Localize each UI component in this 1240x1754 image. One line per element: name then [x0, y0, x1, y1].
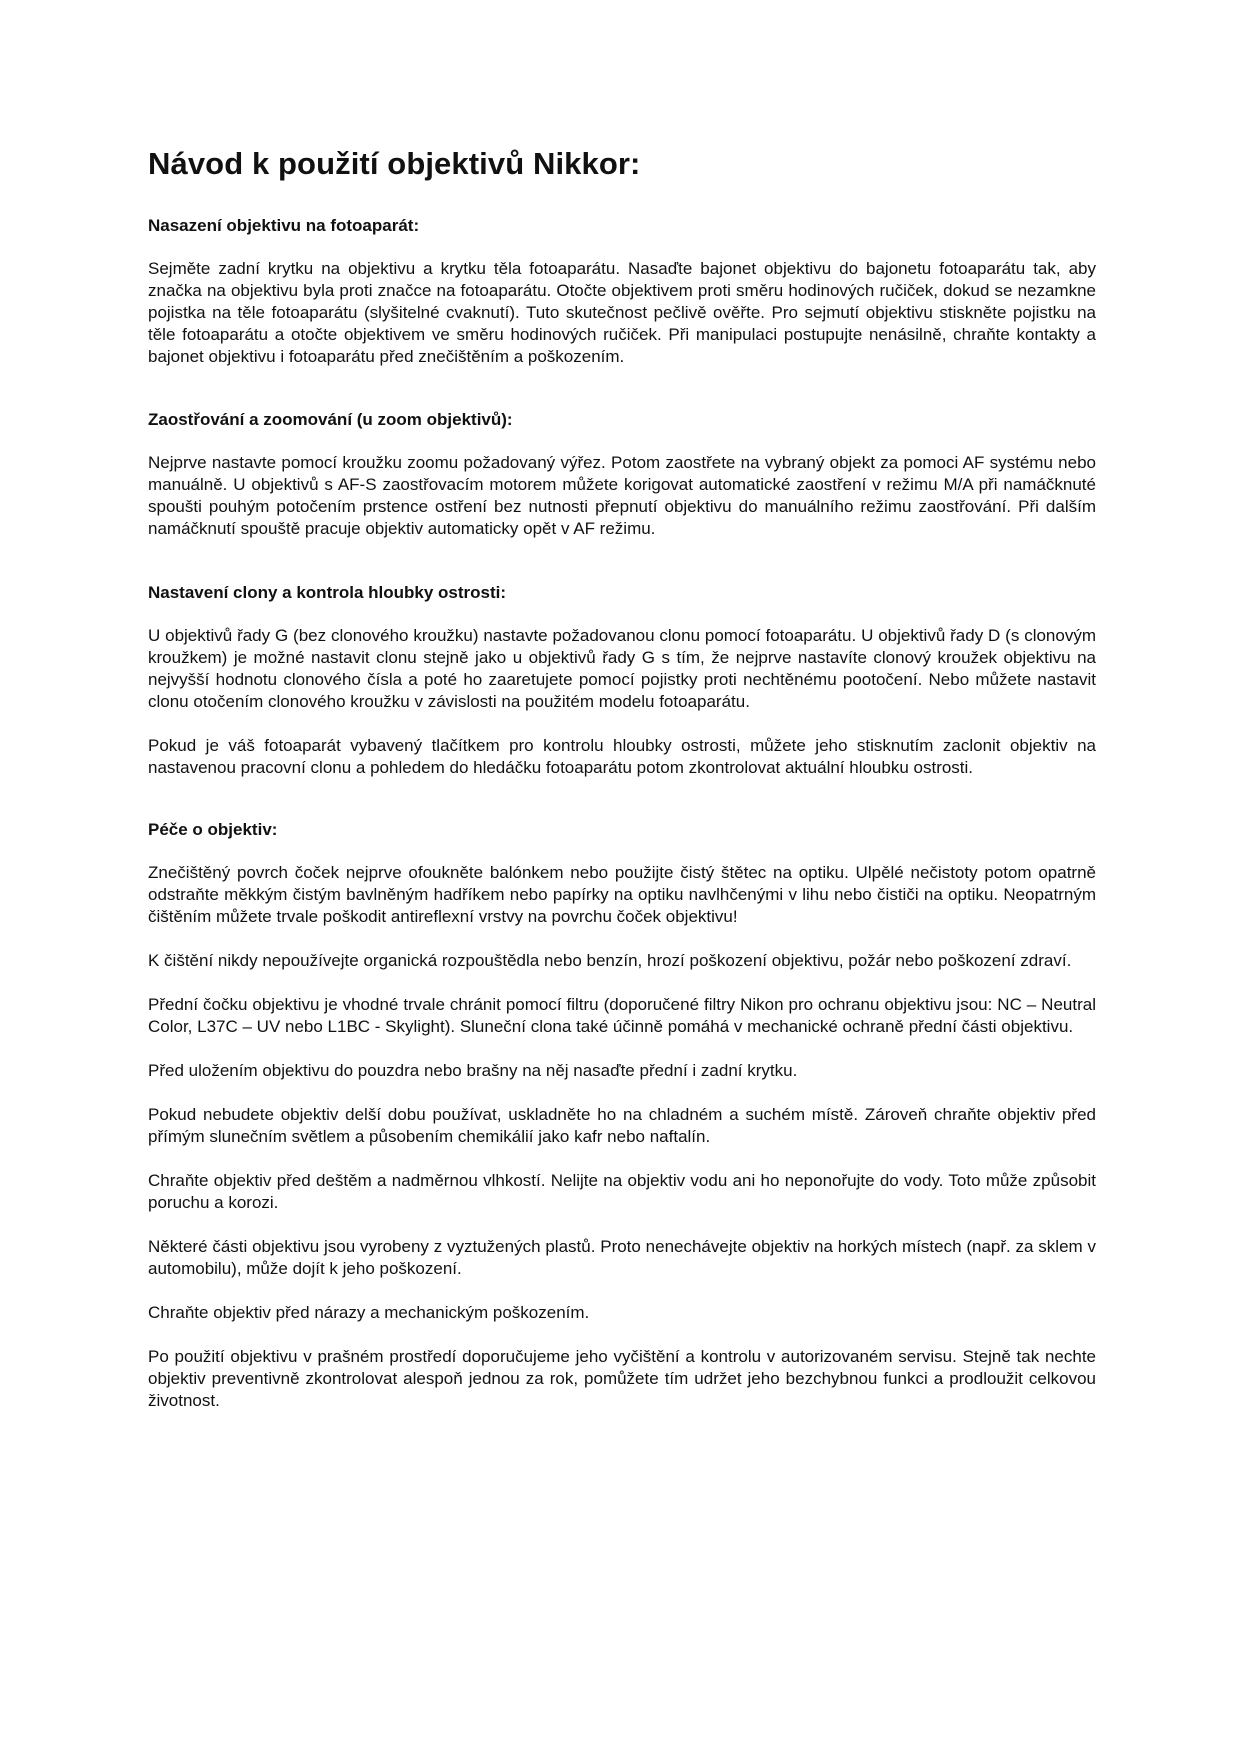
paragraph: Pokud nebudete objektiv delší dobu používat, uskladněte ho na chladném a suchém místě. Zároveň chraňte objektiv před přímým slunečním světlem a působením chemikálií jako kafr nebo naftalín.	[148, 1105, 1096, 1146]
section-focusing-zooming	[148, 409, 1096, 540]
paragraph: Chraňte objektiv před deštěm a nadměrnou vlhkostí. Nelijte na objektiv vodu ani ho neponořujte do vody. Toto může způsobit poruchu a korozi.	[148, 1171, 1096, 1212]
paragraph: Pokud je váš fotoaparát vybavený tlačítkem pro kontrolu hloubky ostrosti, můžete jeho stisknutím zaclonit objektiv na nastavenou pracovní clonu a pohledem do hledáčku fotoaparátu potom zkontrolovat aktuální hloubku ostrosti.	[148, 736, 1096, 777]
section-lens-mounting	[148, 215, 1096, 368]
document-page	[148, 0, 1096, 1754]
paragraph: Před uložením objektivu do pouzdra nebo brašny na něj nasaďte přední i zadní krytku.	[148, 1061, 798, 1080]
paragraph: Chraňte objektiv před nárazy a mechanickým poškozením.	[148, 1303, 590, 1322]
paragraph: Nejprve nastavte pomocí kroužku zoomu požadovaný výřez. Potom zaostřete na vybraný objekt za pomoci AF systému nebo manuálně. U objektivů s AF-S zaostřovacím motorem můžete korigovat automatické zaostření v režimu M/A při namáčknuté spoušti pouhým potočením prstence ostření bez nutnosti přepnutí objektivu do manuálního režimu zaostřování. Při dalším namáčknutí spouště pracuje objektiv automaticky opět v AF režimu.	[148, 453, 1096, 538]
section-title: Zaostřování a zoomování (u zoom objektivů):	[148, 410, 513, 429]
paragraph: Znečištěný povrch čoček nejprve ofoukněte balónkem nebo použijte čistý štětec na optiku. Ulpělé nečistoty potom opatrně odstraňte měkkým čistým bavlněným hadříkem nebo papírky na optiku navlhčenými v lihu nebo čističi na optiku. Neopatrným čištěním můžete trvale poškodit antireflexní vrstvy na povrchu čoček objektivu!	[148, 863, 1096, 926]
page-title: Návod k použití objektivů Nikkor:	[148, 146, 641, 181]
paragraph: Sejměte zadní krytku na objektivu a krytku těla fotoaparátu. Nasaďte bajonet objektivu do bajonetu fotoaparátu tak, aby značka na objektivu byla proti značce na fotoaparátu. Otočte objektivem proti směru hodinových ručiček, dokud se nezamkne pojistka na těle fotoaparátu (slyšitelné cvaknutí). Tuto skutečnost pečlivě ověřte. Pro sejmutí objektivu stiskněte pojistku na těle fotoaparátu a otočte objektivem ve směru hodinových ručiček. Při manipulaci postupujte nenásilně, chraňte kontakty a bajonet objektivu i fotoaparátu před znečištěním a poškozením.	[148, 259, 1096, 366]
section-lens-care	[148, 819, 1096, 1412]
section-title: Péče o objektiv:	[148, 820, 278, 839]
paragraph: Některé části objektivu jsou vyrobeny z vyztužených plastů. Proto nenechávejte objektiv na horkých místech (např. za sklem v automobilu), může dojít k jeho poškození.	[148, 1237, 1096, 1278]
section-title: Nastavení clony a kontrola hloubky ostrosti:	[148, 583, 507, 602]
paragraph: Přední čočku objektivu je vhodné trvale chránit pomocí filtru (doporučené filtry Nikon pro ochranu objektivu jsou: NC – Neutral Color, L37C – UV nebo L1BC - Skylight). Sluneční clona také účinně pomáhá v mechanické ochraně přední části objektivu.	[148, 995, 1096, 1036]
section-title: Nasazení objektivu na fotoaparát:	[148, 216, 420, 235]
paragraph: Po použití objektivu v prašném prostředí doporučujeme jeho vyčištění a kontrolu v autorizovaném servisu. Stejně tak nechte objektiv preventivně zkontrolovat alespoň jednou za rok, pomůžete tím udržet jeho bezchybnou funkci a prodloužit celkovou životnost.	[148, 1347, 1096, 1410]
section-aperture-depth	[148, 582, 1096, 779]
paragraph: U objektivů řady G (bez clonového kroužku) nastavte požadovanou clonu pomocí fotoaparátu. U objektivů řady D (s clonovým kroužkem) je možné nastavit clonu stejně jako u objektivů řady G s tím, že nejprve nastavíte clonový kroužek objektivu na nejvyšší hodnotu clonového čísla a poté ho zaaretujete pomocí pojistky proti nechtěnému pootočení. Nebo můžete nastavit clonu otočením clonového kroužku v závislosti na použitém modelu fotoaparátu.	[148, 626, 1096, 711]
paragraph: K čištění nikdy nepoužívejte organická rozpouštědla nebo benzín, hrozí poškození objektivu, požár nebo poškození zdraví.	[148, 951, 1072, 970]
